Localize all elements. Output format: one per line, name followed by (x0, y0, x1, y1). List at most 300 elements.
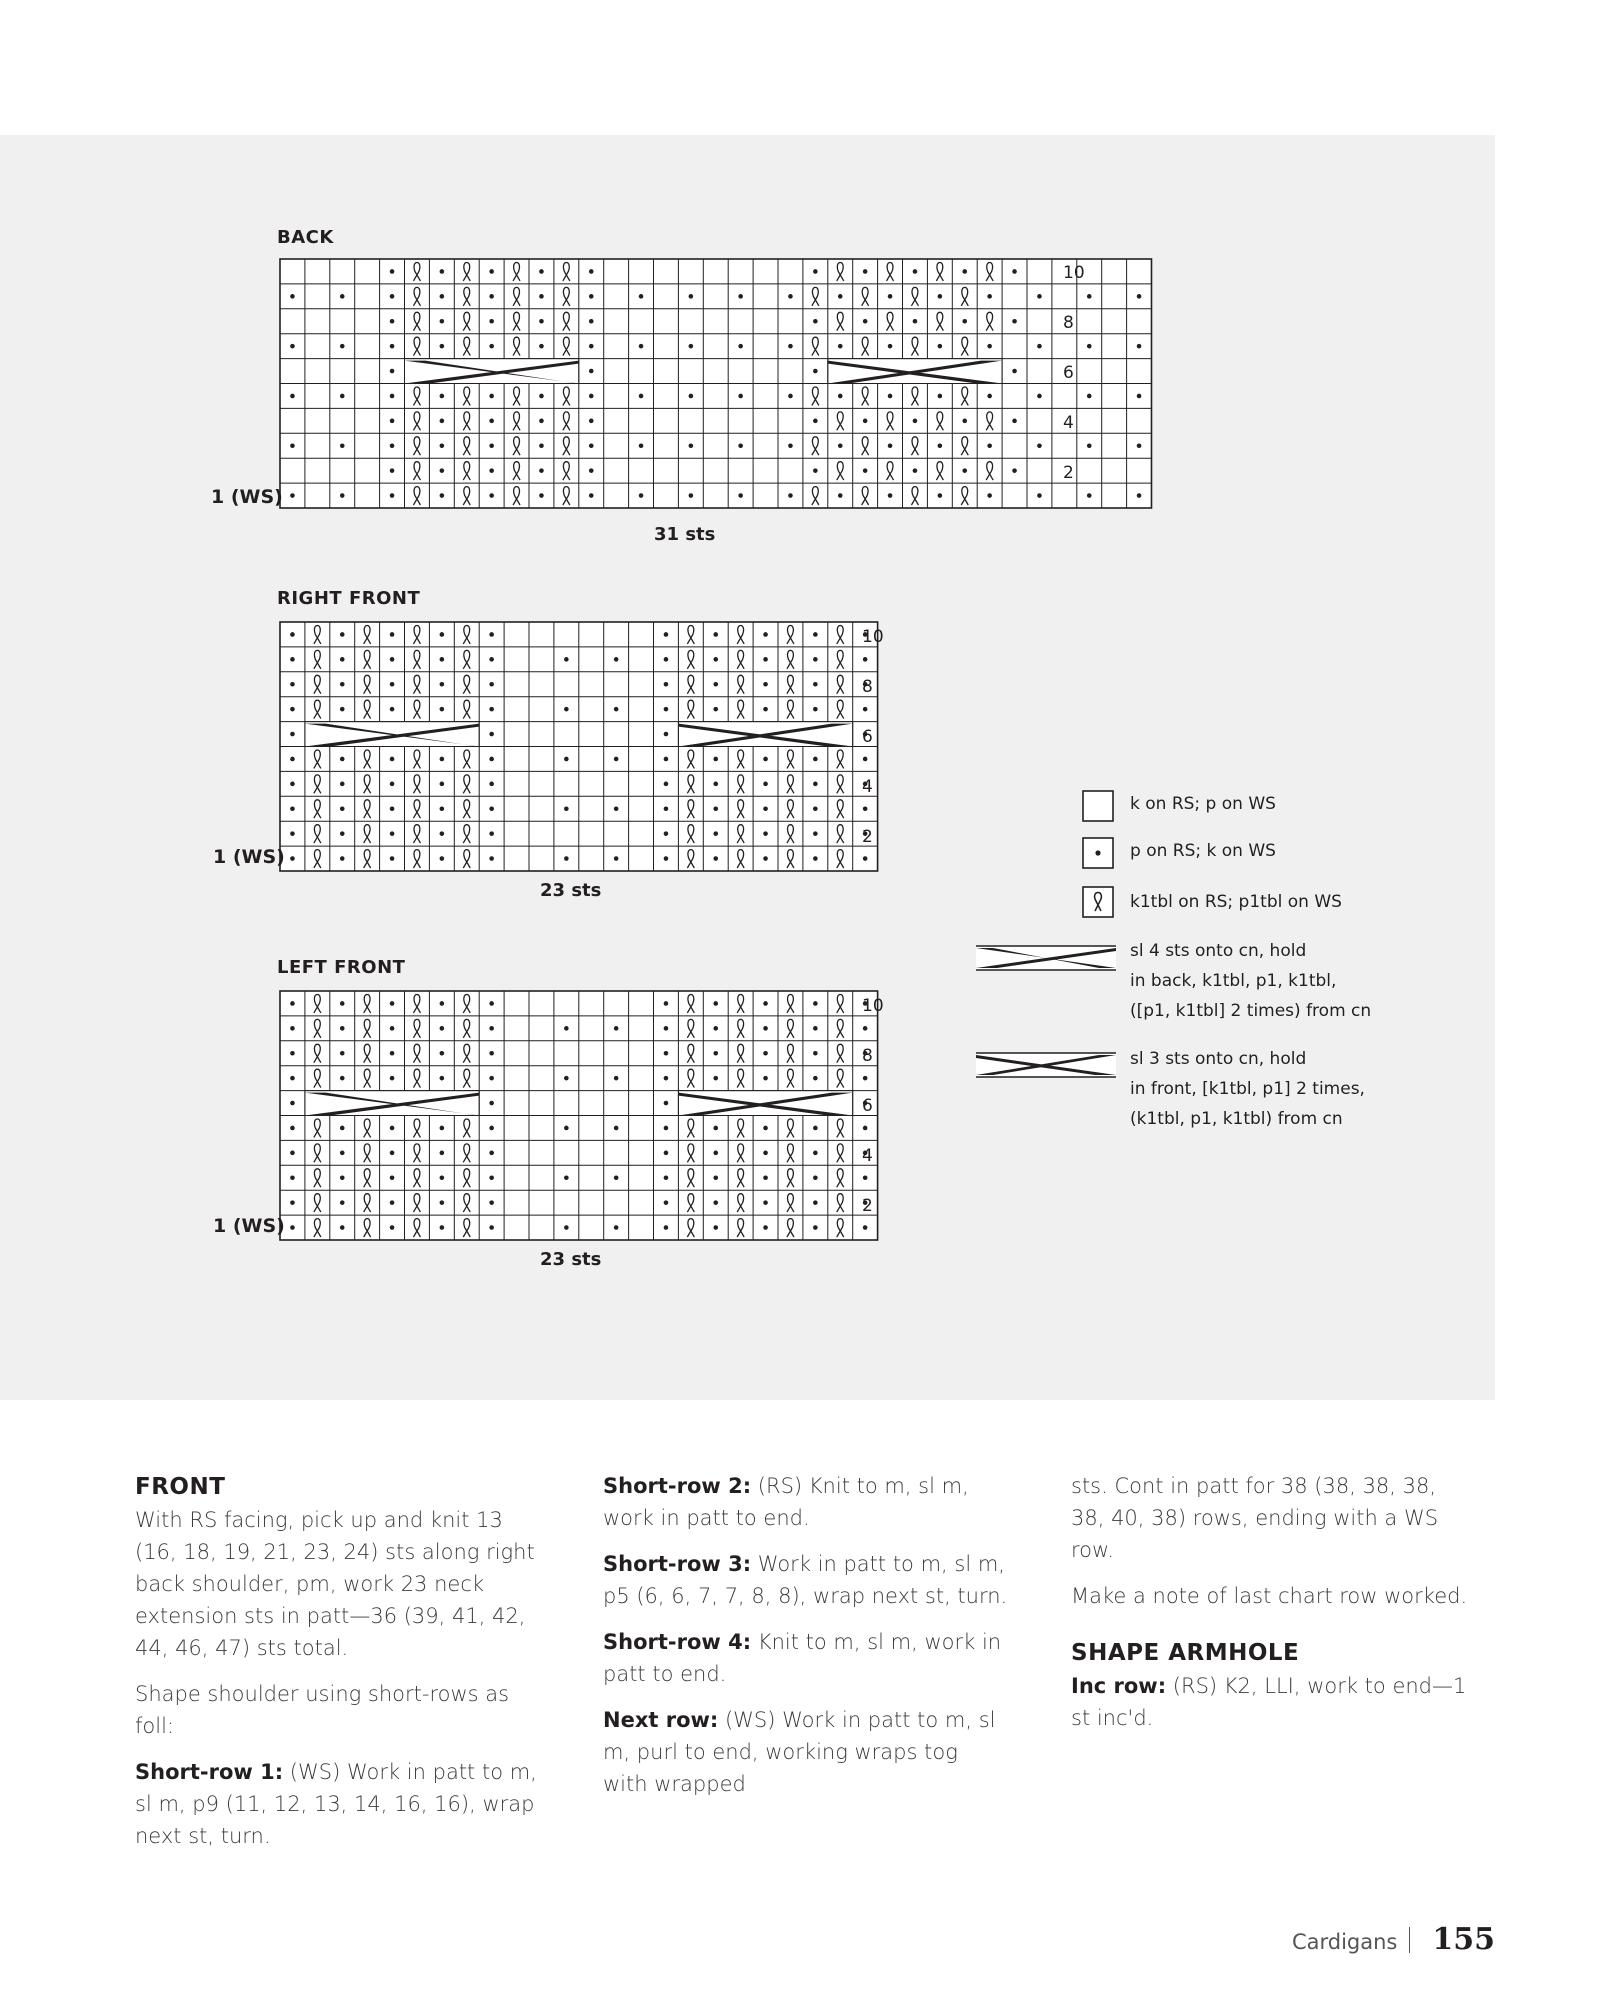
purl-stitch (713, 1051, 718, 1056)
purl-stitch (440, 294, 445, 299)
purl-stitch (340, 344, 345, 349)
purl-stitch (713, 1200, 718, 1205)
purl-stitch (290, 806, 295, 811)
purl-stitch (290, 294, 295, 299)
purl-stitch (838, 294, 843, 299)
purl-stitch (838, 493, 843, 498)
purl-stitch (589, 394, 594, 399)
back-row-number: 8 (1063, 313, 1074, 333)
purl-stitch (489, 1200, 494, 1205)
purl-stitch (390, 319, 395, 324)
purl-stitch (639, 344, 644, 349)
purl-stitch (1087, 294, 1092, 299)
purl-stitch (489, 344, 494, 349)
purl-stitch (1012, 419, 1017, 424)
purl-stitch (788, 294, 793, 299)
purl-stitch (390, 831, 395, 836)
purl-stitch (489, 1101, 494, 1106)
purl-stitch (713, 1175, 718, 1180)
back-chart (279, 258, 1153, 509)
purl-stitch (440, 1001, 445, 1006)
purl-stitch (863, 1175, 868, 1180)
purl-stitch (440, 806, 445, 811)
purl-stitch (763, 1076, 768, 1081)
purl-stitch (813, 806, 818, 811)
purl-stitch (390, 782, 395, 787)
purl-stitch (390, 493, 395, 498)
purl-stitch (340, 1126, 345, 1131)
purl-stitch (589, 419, 594, 424)
right-front-row-number: 8 (862, 677, 873, 697)
purl-stitch (340, 443, 345, 448)
purl-stitch (390, 1026, 395, 1031)
purl-stitch (1137, 493, 1142, 498)
purl-stitch (1012, 269, 1017, 274)
purl-stitch (390, 1001, 395, 1006)
purl-stitch (813, 657, 818, 662)
purl-stitch (290, 1225, 295, 1230)
purl-stitch (713, 707, 718, 712)
purl-stitch (788, 443, 793, 448)
purl-stitch (863, 806, 868, 811)
purl-stitch (539, 443, 544, 448)
purl-stitch (539, 269, 544, 274)
purl-stitch (813, 1076, 818, 1081)
purl-stitch (589, 493, 594, 498)
purl-stitch (938, 344, 943, 349)
key-cable-front-line: in front, [k1tbl, p1] 2 times, (1130, 1079, 1365, 1099)
purl-stitch (863, 856, 868, 861)
purl-stitch (489, 757, 494, 762)
purl-stitch (1037, 344, 1042, 349)
cable-back-mark (405, 359, 579, 384)
purl-stitch (390, 1200, 395, 1205)
right-front-row-number: 10 (862, 627, 884, 647)
purl-stitch (713, 831, 718, 836)
right-front-row-number: 6 (862, 727, 873, 747)
purl-stitch (664, 1175, 669, 1180)
purl-stitch (689, 294, 694, 299)
purl-stitch (440, 1225, 445, 1230)
purl-stitch (713, 682, 718, 687)
purl-stitch (390, 419, 395, 424)
purl-stitch (962, 319, 967, 324)
purl-stitch (664, 1026, 669, 1031)
purl-stitch (813, 1026, 818, 1031)
purl-stitch (340, 632, 345, 637)
purl-stitch (440, 1051, 445, 1056)
purl-stitch (390, 757, 395, 762)
page-footer (1292, 1922, 1495, 1957)
right-front-row-number: 2 (862, 827, 873, 847)
paragraph (603, 1626, 1008, 1690)
purl-stitch (489, 856, 494, 861)
purl-stitch (713, 657, 718, 662)
purl-stitch (614, 856, 619, 861)
left-front-row-number: 2 (862, 1196, 873, 1216)
purl-stitch (340, 707, 345, 712)
purl-stitch (390, 294, 395, 299)
purl-stitch (440, 757, 445, 762)
paragraph: With RS facing, pick up and knit 13 (16, 18, 19, 21, 23, 24) sts along right back shoulder, pm, work 23 neck extension sts in patt—36 (39, 41, 42, 44, 46, 47) sts total. (135, 1508, 535, 1660)
purl-stitch (763, 831, 768, 836)
page-number: 155 (1432, 1922, 1495, 1957)
short-row-3-label: Short-row 3: (603, 1552, 752, 1576)
purl-stitch (340, 657, 345, 662)
purl-stitch (489, 806, 494, 811)
purl-stitch (564, 1026, 569, 1031)
purl-stitch (763, 782, 768, 787)
purl-stitch (788, 344, 793, 349)
purl-stitch (489, 419, 494, 424)
purl-stitch (1137, 294, 1142, 299)
purl-stitch (589, 443, 594, 448)
purl-stitch (763, 632, 768, 637)
purl-stitch (763, 1126, 768, 1131)
purl-stitch (440, 1151, 445, 1156)
purl-stitch (390, 344, 395, 349)
purl-stitch (838, 443, 843, 448)
purl-stitch (664, 831, 669, 836)
purl-stitch (713, 1151, 718, 1156)
key-cable-back-line: in back, k1tbl, p1, k1tbl, (1130, 971, 1337, 991)
purl-stitch (340, 682, 345, 687)
purl-stitch (290, 1076, 295, 1081)
purl-stitch (390, 369, 395, 374)
left-front-row-number: 6 (862, 1096, 873, 1116)
purl-stitch (987, 294, 992, 299)
purl-stitch (564, 757, 569, 762)
key-tbl-label: k1tbl on RS; p1tbl on WS (1130, 892, 1342, 912)
purl-stitch (340, 1051, 345, 1056)
purl-stitch (564, 657, 569, 662)
purl-stitch (813, 707, 818, 712)
purl-stitch (813, 1225, 818, 1230)
purl-stitch (813, 319, 818, 324)
purl-stitch (763, 1001, 768, 1006)
purl-stitch (290, 493, 295, 498)
purl-stitch (440, 831, 445, 836)
purl-stitch (863, 707, 868, 712)
purl-stitch (539, 419, 544, 424)
purl-stitch (564, 707, 569, 712)
purl-stitch (813, 269, 818, 274)
purl-stitch (390, 1051, 395, 1056)
purl-stitch (938, 443, 943, 448)
purl-stitch (440, 856, 445, 861)
purl-stitch (639, 443, 644, 448)
purl-stitch (913, 319, 918, 324)
purl-stitch (489, 294, 494, 299)
purl-stitch (689, 493, 694, 498)
purl-stitch (962, 419, 967, 424)
purl-stitch (440, 394, 445, 399)
back-row-number: 6 (1063, 363, 1074, 383)
paragraph: sts. Cont in patt for 38 (38, 38, 38, 38, 40, 38) rows, ending with a WS row. (1071, 1474, 1439, 1562)
purl-stitch (664, 632, 669, 637)
chart-title-back: BACK (277, 227, 334, 248)
purl-stitch (340, 1225, 345, 1230)
purl-stitch (440, 657, 445, 662)
purl-stitch (838, 394, 843, 399)
purl-stitch (440, 707, 445, 712)
purl-stitch (614, 1126, 619, 1131)
back-stitch-count: 31 sts (654, 524, 716, 545)
text-column-1 (135, 1470, 540, 1866)
purl-stitch (639, 493, 644, 498)
purl-stitch (1087, 493, 1092, 498)
purl-stitch (664, 1076, 669, 1081)
purl-stitch (340, 1175, 345, 1180)
inc-row-label: Inc row: (1071, 1674, 1167, 1698)
purl-stitch (340, 757, 345, 762)
purl-stitch (614, 757, 619, 762)
purl-stitch (888, 344, 893, 349)
purl-stitch (664, 707, 669, 712)
purl-stitch (340, 1026, 345, 1031)
key-tbl-icon (1082, 886, 1114, 918)
purl-stitch (1012, 468, 1017, 473)
purl-stitch (1137, 443, 1142, 448)
purl-stitch (614, 1076, 619, 1081)
purl-stitch (440, 344, 445, 349)
key-cable-front-icon (975, 1052, 1117, 1078)
purl-stitch (440, 269, 445, 274)
key-purl-icon (1082, 837, 1114, 869)
next-row-text: (WS) Work in patt to m, sl m, purl to end, working wraps tog with wrapped (603, 1708, 996, 1796)
purl-stitch (863, 1126, 868, 1131)
purl-stitch (838, 344, 843, 349)
purl-stitch (340, 806, 345, 811)
back-row-number: 4 (1063, 413, 1074, 433)
purl-stitch (888, 294, 893, 299)
purl-stitch (489, 632, 494, 637)
purl-stitch (863, 419, 868, 424)
purl-stitch (713, 856, 718, 861)
purl-stitch (589, 294, 594, 299)
purl-stitch (489, 394, 494, 399)
purl-stitch (938, 394, 943, 399)
purl-stitch (290, 1051, 295, 1056)
purl-stitch (763, 1225, 768, 1230)
purl-stitch (1037, 394, 1042, 399)
purl-stitch (290, 657, 295, 662)
purl-stitch (664, 856, 669, 861)
purl-stitch (440, 682, 445, 687)
purl-stitch (664, 782, 669, 787)
purl-stitch (489, 269, 494, 274)
purl-stitch (390, 657, 395, 662)
purl-stitch (863, 319, 868, 324)
purl-stitch (489, 443, 494, 448)
back-row1-label: 1 (WS) (211, 486, 283, 508)
purl-stitch (1137, 394, 1142, 399)
purl-stitch (913, 419, 918, 424)
purl-stitch (863, 1225, 868, 1230)
purl-stitch (987, 344, 992, 349)
purl-stitch (440, 319, 445, 324)
cable-front-mark (678, 1091, 852, 1116)
purl-stitch (539, 394, 544, 399)
purl-stitch (763, 1026, 768, 1031)
purl-stitch (763, 707, 768, 712)
purl-stitch (813, 1200, 818, 1205)
purl-stitch (290, 757, 295, 762)
key-cable-front-line: sl 3 sts onto cn, hold (1130, 1049, 1307, 1069)
purl-stitch (290, 1200, 295, 1205)
purl-stitch (564, 1076, 569, 1081)
purl-stitch (987, 394, 992, 399)
purl-stitch (489, 1126, 494, 1131)
purl-stitch (713, 806, 718, 811)
purl-stitch (290, 1175, 295, 1180)
left-front-row-number: 10 (862, 996, 884, 1016)
purl-stitch (539, 294, 544, 299)
cable-back-mark (305, 1091, 479, 1116)
inc-row-text: (RS) K2, LLI, work to end—1 st inc'd. (1071, 1674, 1467, 1730)
purl-stitch (713, 1001, 718, 1006)
purl-stitch (738, 294, 743, 299)
purl-stitch (713, 782, 718, 787)
purl-stitch (440, 419, 445, 424)
purl-stitch (564, 856, 569, 861)
purl-stitch (489, 1051, 494, 1056)
purl-stitch (390, 856, 395, 861)
purl-stitch (290, 1101, 295, 1106)
purl-stitch (763, 682, 768, 687)
purl-stitch (664, 1001, 669, 1006)
purl-stitch (614, 657, 619, 662)
purl-stitch (489, 1175, 494, 1180)
purl-stitch (938, 294, 943, 299)
purl-stitch (390, 394, 395, 399)
short-row-2-text: (RS) Knit to m, sl m, work in patt to end. (603, 1474, 969, 1530)
purl-stitch (689, 443, 694, 448)
purl-stitch (564, 1225, 569, 1230)
cable-front-mark (678, 722, 852, 747)
purl-stitch (440, 782, 445, 787)
key-cable-front-line: (k1tbl, p1, k1tbl) from cn (1130, 1109, 1343, 1129)
text-column-3 (1071, 1470, 1476, 1748)
purl-stitch (1037, 443, 1042, 448)
purl-stitch (589, 344, 594, 349)
purl-stitch (340, 1151, 345, 1156)
cable-back-mark (305, 722, 479, 747)
chart-title-left-front: LEFT FRONT (277, 957, 406, 978)
paragraph (603, 1548, 1008, 1612)
purl-stitch (664, 1101, 669, 1106)
purl-stitch (888, 394, 893, 399)
purl-stitch (813, 782, 818, 787)
purl-stitch (813, 831, 818, 836)
key-cable-back-line: ([p1, k1tbl] 2 times) from cn (1130, 1001, 1372, 1021)
purl-stitch (340, 782, 345, 787)
purl-stitch (290, 1026, 295, 1031)
purl-stitch (788, 394, 793, 399)
purl-stitch (440, 1076, 445, 1081)
left-front-chart (279, 990, 879, 1241)
purl-stitch (440, 632, 445, 637)
purl-stitch (564, 1175, 569, 1180)
purl-stitch (863, 468, 868, 473)
purl-stitch (440, 493, 445, 498)
purl-stitch (1137, 344, 1142, 349)
purl-stitch (489, 732, 494, 737)
purl-stitch (1037, 294, 1042, 299)
purl-stitch (290, 632, 295, 637)
purl-stitch (489, 707, 494, 712)
purl-stitch (340, 856, 345, 861)
purl-stitch (539, 493, 544, 498)
purl-stitch (738, 344, 743, 349)
purl-stitch (639, 294, 644, 299)
purl-stitch (489, 1026, 494, 1031)
purl-stitch (390, 1175, 395, 1180)
purl-stitch (713, 1126, 718, 1131)
paragraph (603, 1470, 1008, 1534)
purl-stitch (813, 1001, 818, 1006)
purl-stitch (1087, 344, 1092, 349)
purl-stitch (962, 468, 967, 473)
purl-stitch (290, 344, 295, 349)
purl-stitch (290, 782, 295, 787)
purl-stitch (863, 1026, 868, 1031)
section-name: Cardigans (1291, 1930, 1398, 1954)
purl-stitch (340, 1076, 345, 1081)
purl-stitch (863, 269, 868, 274)
purl-stitch (489, 657, 494, 662)
purl-stitch (390, 1076, 395, 1081)
purl-stitch (489, 782, 494, 787)
paragraph: Shape shoulder using short-rows as foll: (135, 1682, 510, 1738)
purl-stitch (664, 757, 669, 762)
short-row-1-label: Short-row 1: (135, 1760, 284, 1784)
short-row-4-label: Short-row 4: (603, 1630, 752, 1654)
purl-stitch (813, 1051, 818, 1056)
purl-stitch (664, 1126, 669, 1131)
short-row-1-text: (WS) Work in patt to m, sl m, p9 (11, 12, 13, 14, 16, 16), wrap next st, turn. (135, 1760, 537, 1848)
back-row-number: 2 (1063, 463, 1074, 483)
purl-stitch (589, 468, 594, 473)
purl-stitch (664, 1200, 669, 1205)
purl-stitch (763, 856, 768, 861)
purl-stitch (763, 1175, 768, 1180)
purl-stitch (664, 806, 669, 811)
purl-stitch (863, 1076, 868, 1081)
purl-stitch (913, 269, 918, 274)
purl-stitch (1087, 443, 1092, 448)
purl-stitch (713, 1026, 718, 1031)
purl-stitch (1012, 369, 1017, 374)
purl-stitch (713, 1225, 718, 1230)
purl-stitch (763, 1051, 768, 1056)
purl-stitch (788, 493, 793, 498)
left-front-stitch-count: 23 sts (540, 1249, 602, 1270)
purl-stitch (290, 394, 295, 399)
purl-stitch (390, 707, 395, 712)
purl-stitch (987, 493, 992, 498)
purl-stitch (664, 1051, 669, 1056)
purl-stitch (564, 1126, 569, 1131)
purl-stitch (564, 806, 569, 811)
purl-stitch (813, 468, 818, 473)
purl-stitch (290, 1126, 295, 1131)
paragraph (603, 1704, 1008, 1800)
short-row-3-text: Work in patt to m, sl m, p5 (6, 6, 7, 7, 8, 8), wrap next st, turn. (603, 1552, 1008, 1608)
purl-stitch (913, 468, 918, 473)
purl-stitch (738, 443, 743, 448)
purl-stitch (664, 1151, 669, 1156)
